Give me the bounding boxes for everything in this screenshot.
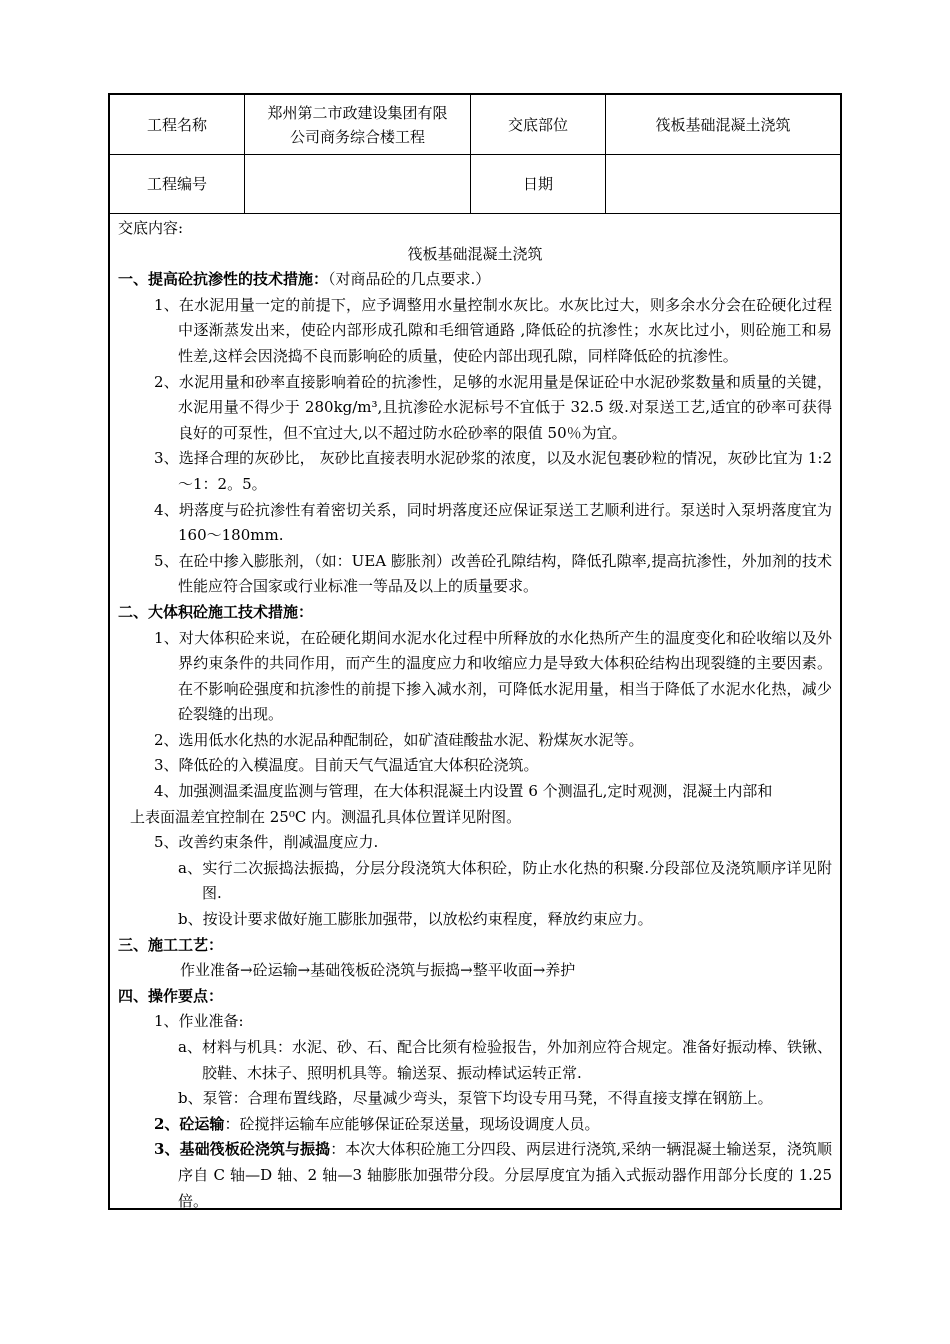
content-title: 筏板基础混凝土浇筑 bbox=[407, 244, 543, 263]
date-label: 日期 bbox=[471, 155, 606, 214]
section-3-heading-line bbox=[118, 933, 832, 959]
handover-part-value: 筏板基础混凝土浇筑 bbox=[606, 95, 840, 155]
section-4-item-1a: a、材料与机具：水泥、砂、石、配合比须有检验报告，外加剂应符合规定。准备好振动棒、铁锹、胶鞋、木抹子、照明机具等。输送泵、振动棒试运转正常. bbox=[178, 1038, 832, 1082]
section-1-item-2: 2、水泥用量和砂率直接影响着砼的抗渗性，足够的水泥用量是保证砼中水泥砂浆数量和质量的关键，水泥用量不得少于 280kg/m³,且抗渗砼水泥标号不宜低于 32.5 级.对泵送工艺,适宜的砂率可获得良好的可泵性，但不宜过大,以不超过防水砼砂率的限值 50％为宜。 bbox=[154, 372, 832, 442]
section-2-item-5: 5、改善约束条件，削减温度应力. bbox=[154, 833, 379, 852]
section-4-item-1: 1、作业准备: bbox=[154, 1012, 244, 1031]
section-1-item-1: 1、在水泥用量一定的前提下，应予调整用水量控制水灰比。水灰比过大，则多余水分会在砼硬化过程中逐渐蒸发出来，使砼内部形成孔隙和毛细管通路 ,降低砼的抗渗性；水灰比过小，则砼施工和易性差,这样会因浇捣不良而影响砼的质量，使砼内部出现孔隙，同样降低砼的抗渗性。 bbox=[154, 295, 832, 365]
project-name-value bbox=[245, 95, 471, 155]
section-4-heading-line bbox=[118, 984, 832, 1010]
handover-form bbox=[108, 93, 842, 1210]
section-4-item-3 bbox=[118, 1137, 832, 1214]
section-4-item-1b: b、泵管：合理布置线路，尽量减少弯头，泵管下均设专用马凳，不得直接支撑在钢筋上。 bbox=[178, 1089, 773, 1108]
project-name-label: 工程名称 bbox=[110, 95, 245, 155]
section-3-heading: 三、施工工艺： bbox=[118, 935, 224, 954]
section-1-heading: 一、提高砼抗渗性的技术措施： bbox=[118, 270, 329, 289]
section-4-heading: 四、操作要点： bbox=[118, 986, 224, 1005]
section-4-item-2-text: ：砼搅拌运输车应能够保证砼泵送量，现场设调度人员。 bbox=[224, 1114, 600, 1133]
section-2-item-4 bbox=[118, 779, 832, 830]
project-no-value bbox=[245, 155, 471, 214]
section-3-flow: 作业准备→砼运输→基础筏板砼浇筑与振捣→整平收面→养护 bbox=[180, 961, 576, 980]
section-2-heading: 二、大体积砼施工技术措施： bbox=[118, 602, 314, 621]
handover-part-label: 交底部位 bbox=[471, 95, 606, 155]
project-name-value-line1: 郑州第二市政建设集团有限 bbox=[267, 103, 448, 122]
section-2-item-5a: a、实行二次振捣法振捣，分层分段浇筑大体积砼，防止水化热的积聚.分段部位及浇筑顺序详见附图. bbox=[178, 858, 832, 903]
section-2-item-5b: b、按设计要求做好施工膨胀加强带，以放松约束程度，释放约束应力。 bbox=[178, 910, 653, 929]
section-4-item-2 bbox=[118, 1112, 832, 1138]
content-label: 交底内容: bbox=[118, 219, 184, 237]
section-1-item-3: 3、选择合理的灰砂比， 灰砂比直接表明水泥砂浆的浓度，以及水泥包裹砂粒的情况，灰砂比宜为 1:2～1：2。5。 bbox=[154, 449, 832, 493]
date-value bbox=[606, 155, 840, 214]
section-1-item-5: 5、在砼中掺入膨胀剂，（如：UEA 膨胀剂）改善砼孔隙结构，降低孔隙率,提高抗渗性，外加剂的技术性能应符合国家或行业标准一等品及以上的质量要求。 bbox=[154, 551, 832, 596]
section-2-item-1: 1、对大体积砼来说，在砼硬化期间水泥水化过程中所释放的水化热所产生的温度变化和砼收缩以及外界约束条件的共同作用，而产生的温度应力和收缩应力是导致大体积砼结构出现裂缝的主要因素。在不影响砼强度和抗渗性的前提下掺入减水剂，可降低水泥用量，相当于降低了水泥水化热，减少砼裂缝的出现。 bbox=[154, 628, 832, 724]
section-4-item-2-label: 2、砼运输 bbox=[154, 1114, 225, 1133]
section-1-heading-line bbox=[118, 267, 832, 293]
project-name-value-line2: 公司商务综合楼工程 bbox=[289, 127, 425, 146]
section-1-note: （对商品砼的几点要求.） bbox=[328, 270, 491, 289]
header-row-1 bbox=[110, 95, 840, 155]
section-1-item-4: 4、坍落度与砼抗渗性有着密切关系，同时坍落度还应保证泵送工艺顺利进行。泵送时入泵坍落度宜为 160～180mm. bbox=[154, 500, 832, 545]
section-4-item-3-label: 3、基础筏板砼浇筑与振捣 bbox=[154, 1140, 331, 1159]
section-4-item-3-text: ：本次大体积砼施工分四段、两层进行浇筑,采纳一辆混凝土输送泵，浇筑顺序自 C 轴—D 轴、2 轴—3 轴膨胀加强带分段。分层厚度宜为插入式振动器作用部分长度的 1.25 倍。 bbox=[178, 1140, 832, 1210]
project-no-label: 工程编号 bbox=[110, 155, 245, 214]
section-2-item-4-line1: 4、加强测温柔温度监测与管理，在大体积混凝土内设置 6 个测温孔,定时观测，混凝土内部和 bbox=[154, 782, 773, 801]
section-2-item-2: 2、选用低水化热的水泥品种配制砼，如矿渣硅酸盐水泥、粉煤灰水泥等。 bbox=[154, 730, 644, 749]
header-row-2 bbox=[110, 155, 840, 214]
section-2-heading-line bbox=[118, 600, 832, 626]
section-2-item-3: 3、降低砼的入模温度。目前天气气温适宜大体积砼浇筑。 bbox=[154, 756, 539, 775]
handover-content bbox=[110, 214, 840, 1214]
section-2-item-4-line2: 上表面温差宜控制在 25⁰C 内。测温孔具体位置详见附图。 bbox=[130, 807, 522, 826]
